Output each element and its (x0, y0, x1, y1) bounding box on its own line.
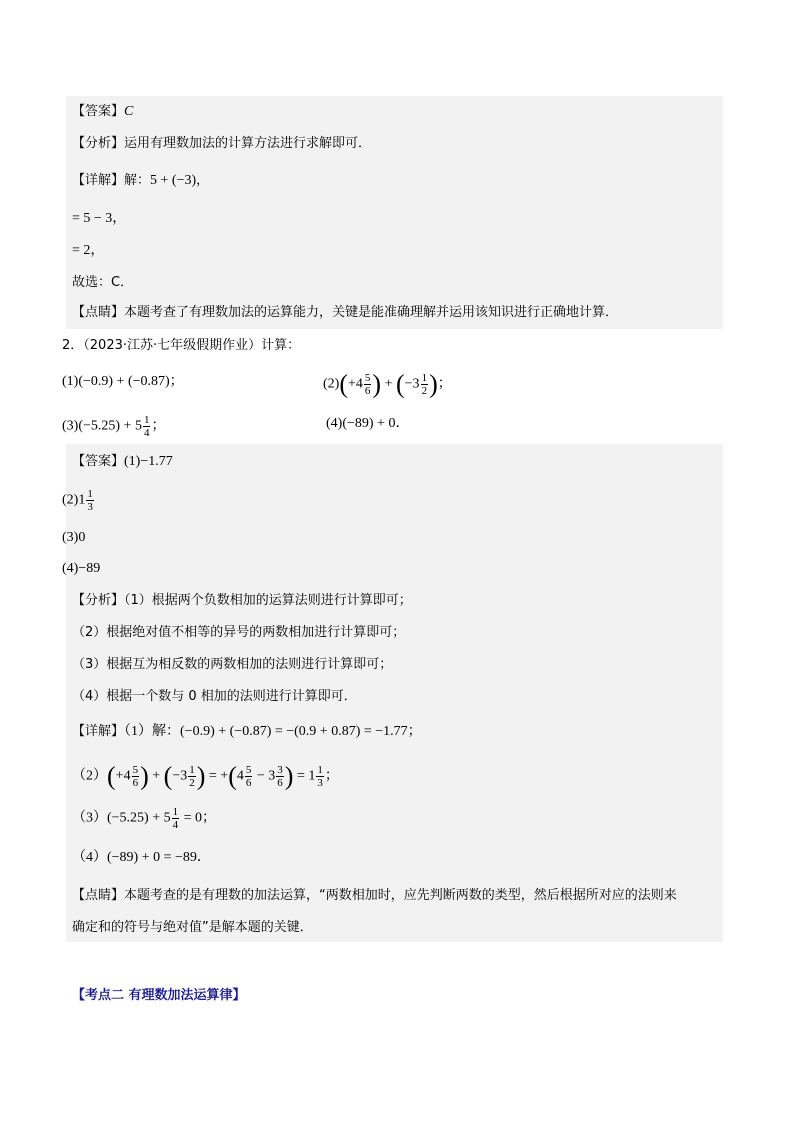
q2-answer2: (2)1 $\frac{1}{3}$ (62, 488, 93, 513)
q1-comment: 【点睛】本题考查了有理数加法的运算能力，关键是能准确理解并运用该知识进行正确地计算． (72, 305, 619, 320)
fraction: $\frac{1}{4}$ (172, 806, 179, 831)
q2-analysis2: （2）根据绝对值不相等的异号的两数相加进行计算即可； (72, 625, 406, 640)
fraction: $\frac{5}{6}$ (132, 764, 139, 789)
fraction: $\frac{1}{2}$ (189, 764, 195, 789)
fraction: $\frac{1}{3}$ (87, 488, 93, 513)
section-heading: 【考点二 有理数加法运算律】 (72, 988, 246, 1003)
q2-answer: 【答案】(1)−1.77 (72, 454, 173, 469)
q2-part3: (3)(−5.25) + 5 $\frac{1}{4}$ ； (62, 414, 166, 439)
q1-analysis: 【分析】运用有理数加法的计算方法进行求解即可． (72, 136, 372, 151)
q1-step1: = 5 − 3， (72, 211, 127, 226)
q2-part2: (2)(+4 $\frac{5}{6}$ ) + (−3 $\frac{1}{2}$ )； (323, 369, 452, 399)
q2-comment1: 【点睛】本题考查的是有理数的加法运算，“两数相加时，应先判断两数的类型，然后根据所对应的法则来 (72, 888, 677, 903)
q2-analysis4: （4）根据一个数与 0 相加的法则进行计算即可． (72, 689, 357, 704)
q2-answer3: (3)0 (62, 530, 86, 545)
q1-choose: 故选：C． (72, 275, 134, 290)
q1-solution-block (66, 96, 723, 329)
fraction: $\frac{3}{6}$ (277, 764, 283, 789)
q2-analysis: 【分析】（1）根据两个负数相加的运算法则进行计算即可； (72, 593, 412, 608)
q2-part1: (1)(−0.9) + (−0.87)； (62, 374, 184, 389)
q2-detail2: （2）(+4 $\frac{5}{6}$ ) + (−3 $\frac{1}{2}$ ) = +(4 $\frac{5}{6}$ − 3 $\frac{3}{6}$ ) = 1 $\frac{1}{3}$ ； (72, 761, 339, 791)
q2-title: 2．（2023·江苏·七年级假期作业）计算： (62, 338, 301, 353)
q2-analysis3: （3）根据互为相反数的两数相加的法则进行计算即可； (72, 657, 393, 672)
q1-detail: 【详解】解：5 + (−3)， (72, 173, 210, 188)
q2-comment2: 确定和的符号与绝对值”是解本题的关键． (72, 920, 313, 935)
q2-answer4: (4)−89 (62, 561, 101, 576)
q2-detail1: 【详解】（1）解：(−0.9) + (−0.87) = −(0.9 + 0.87) = −1.77； (72, 724, 422, 739)
fraction: $\frac{1}{4}$ (143, 414, 150, 439)
q2-part4: (4)(−89) + 0． (326, 416, 410, 431)
fraction: $\frac{5}{6}$ (245, 764, 252, 789)
q2-detail3: （3）(−5.25) + 5 $\frac{1}{4}$ = 0； (72, 806, 217, 831)
q2-detail4: （4）(−89) + 0 = −89． (72, 850, 211, 865)
fraction: $\frac{1}{2}$ (421, 372, 428, 397)
fraction: $\frac{1}{3}$ (317, 764, 323, 789)
q1-answer: 【答案】C (72, 104, 134, 119)
q1-step2: = 2， (72, 243, 105, 258)
fraction: $\frac{5}{6}$ (364, 372, 371, 397)
